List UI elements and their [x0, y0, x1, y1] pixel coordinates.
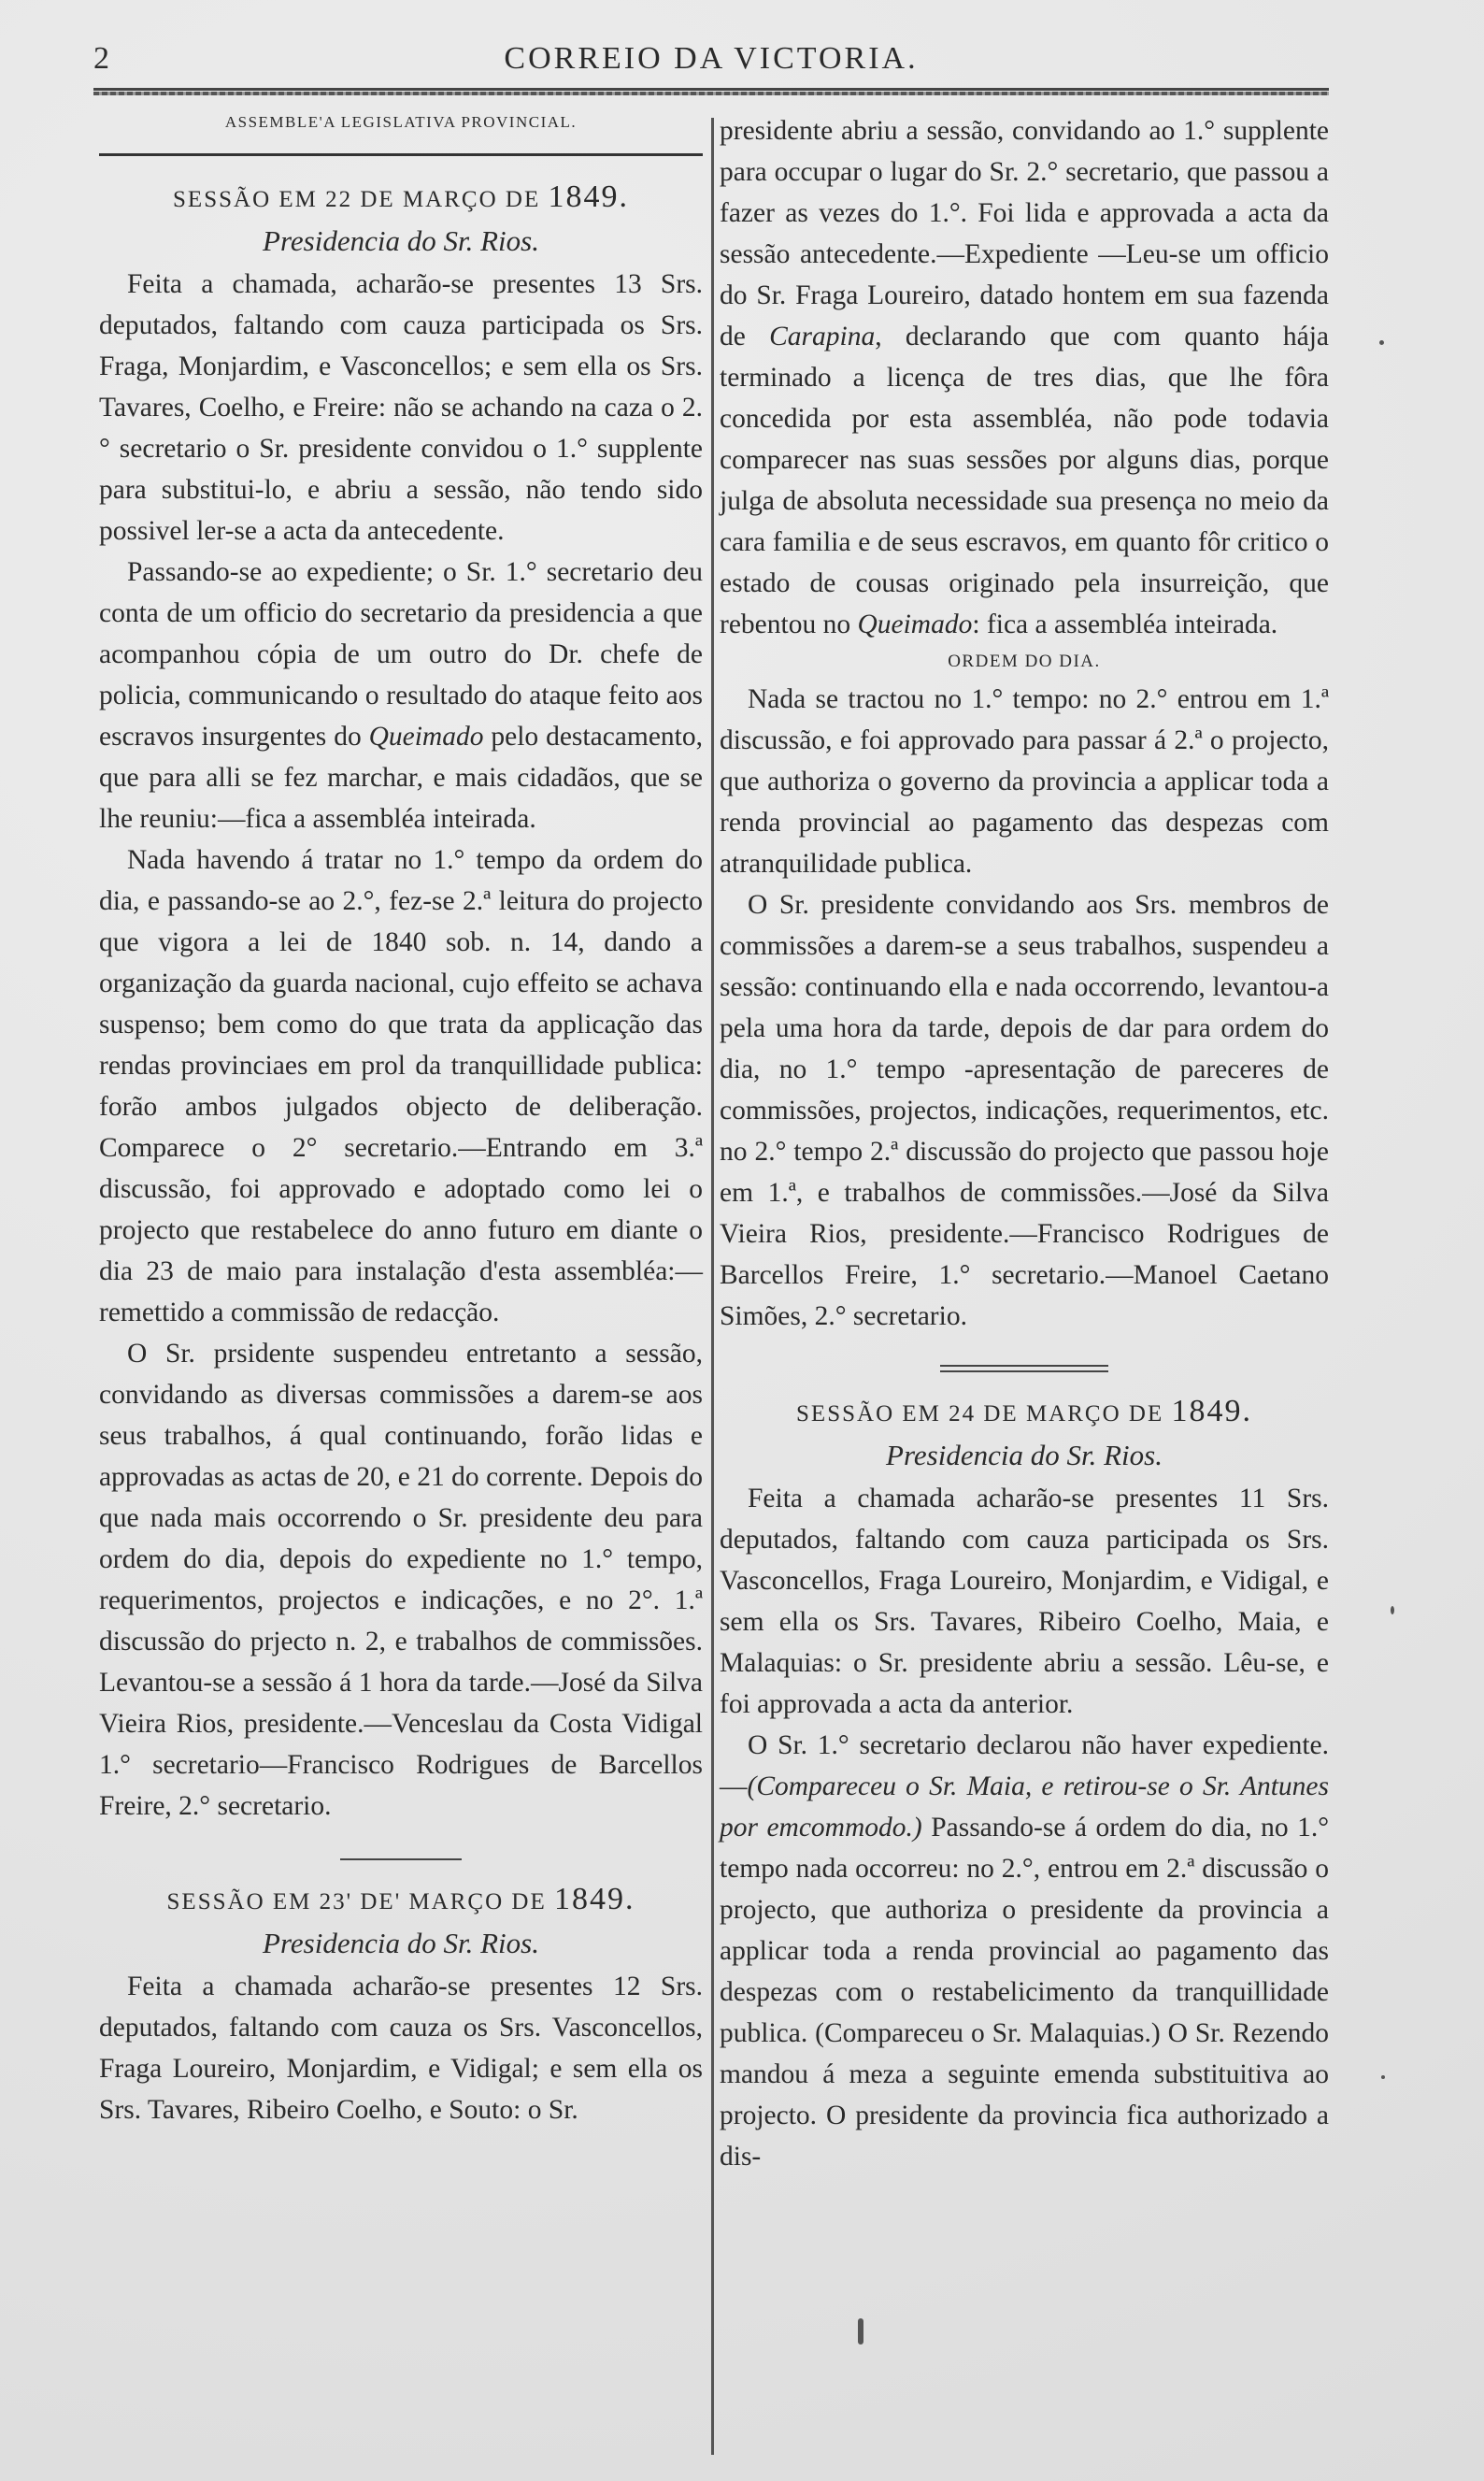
masthead	[93, 34, 1329, 99]
paragraph-text: pelo destacamento, que para alli se fez marchar, e mais cidadãos, que se lhe reuniu:—fica a assembléa inteirada.	[99, 722, 703, 834]
paper-speck	[1379, 340, 1384, 345]
session-title-text: SESSÃO EM 23' DE' MARÇO DE	[166, 1889, 547, 1915]
presidency-line: Presidencia do Sr. Rios.	[886, 1439, 1163, 1471]
session-title-24	[720, 1393, 1329, 1433]
paragraph	[99, 552, 703, 839]
place-name: Queimado	[857, 609, 973, 639]
section-rule	[99, 153, 703, 156]
left-column	[99, 110, 703, 2130]
session-year: 1849.	[548, 179, 629, 214]
section-label: ASSEMBLE'A LEGISLATIVA PROVINCIAL.	[224, 113, 578, 131]
newspaper-title: CORREIO DA VICTORIA.	[504, 41, 919, 76]
session-title-text: SESSÃO EM 22 DE MARÇO DE	[173, 187, 541, 212]
paragraph: O Sr. prsidente suspendeu entretanto a sessão, convidando as diversas commissões a darem-se aos seus trabalhos, á qual continuando, forão lidas e approvadas as actas de 20, e 21 do corrente. Depois do que nada mais occorrendo o Sr. presidente deu para ordem do dia, depois do expediente no 1.° tempo, requerimentos, projectos e indicações, e no 2°. 1.ª discussão do prjecto n. 2, e trabalhos de commissões. Levantou-se a sessão á 1 hora da tarde.—José da Silva Vieira Rios, presidente.—Venceslau da Costa Vidigal 1.° secretario—Francisco Rodrigues de Barcellos Freire, 2.° secretario.	[99, 1339, 703, 1821]
page-number: 2	[93, 41, 109, 76]
presidency-line: Presidencia do Sr. Rios.	[263, 224, 539, 257]
session-year: 1849.	[553, 1882, 635, 1916]
masthead-rule	[93, 88, 1329, 95]
paragraph: O Sr. presidente convidando aos Srs. membros de commissões a darem-se a seus trabalhos, suspendeu a sessão: continuando ella e nada occorrendo, levantou-a pela uma hora da tarde, depois de dar para ordem do dia, no 1.° tempo -apresentação de pareceres de commissões, projectos, indicações, requerimentos, etc. no 2.° tempo 2.ª discussão do projecto que passou hoje em 1.ª, e trabalhos de commissões.—José da Silva Vieira Rios, presidente.—Francisco Rodrigues de Barcellos Freire, 1.° secretario.—Manoel Caetano Simões, 2.° secretario.	[720, 890, 1329, 1331]
paragraph-text: : fica a assembléa inteirada.	[972, 609, 1278, 639]
paragraph	[720, 110, 1329, 645]
right-column	[720, 110, 1329, 2177]
paragraph: Feita a chamada acharão-se presentes 12 Srs. deputados, faltando com cauza os Srs. Vasconcellos, Fraga Loureiro, Monjardim, e Vidigal; e sem ella os Srs. Tavares, Ribeiro Coelho, e Souto: o Sr.	[99, 1972, 703, 2125]
presidency-line: Presidencia do Sr. Rios.	[263, 1927, 539, 1959]
paragraph-text: Passando-se á ordem do dia, no 1.° tempo nada occorreu: no 2.°, entrou em 2.ª discussão o projecto, que authoriza o presidente da provincia a applicar toda a renda provincial ao pagamento das despezas com o restabelicimento da tranquillidade publica. (Compareceu o Sr. Malaquias.) O Sr. Rezendo mandou á meza a seguinte emenda substituitiva ao projecto. O presidente da provincia fica authorizado a dis-	[720, 1813, 1329, 2172]
ordem-do-dia-heading: ORDEM DO DIA.	[948, 652, 1101, 671]
paragraph-text: Passando-se ao expediente; o Sr. 1.° secretario deu conta de um officio do secretario da presidencia a que acompanhou cópia de um outro do Dr. chefe de policia, communicando o resultado do ataque feito aos escravos insurgentes do	[99, 557, 703, 752]
place-name: Carapina	[769, 322, 876, 351]
paragraph	[720, 1725, 1329, 2177]
session-title-22	[99, 179, 703, 219]
separator-rule	[340, 1858, 462, 1860]
paper-speck	[858, 2318, 863, 2345]
session-year: 1849.	[1171, 1394, 1252, 1428]
paragraph-text: presidente abriu a sessão, convidando ao 1.° supplente para occupar o lugar do Sr. 2.° secretario, que passou a fazer as vezes do 1.°. Foi lida e approvada a acta da sessão antecedente.—Expediente —Leu-se um officio do Sr. Fraga Loureiro, datado hontem em sua fazenda de	[720, 116, 1329, 351]
paragraph: Feita a chamada, acharão-se presentes 13 Srs. deputados, faltando com cauza participada os Srs. Fraga, Monjardim, e Vasconcellos; e sem ella os Srs. Tavares, Coelho, e Freire: não se achando na caza o 2.° secretario o Sr. presidente convidou o 1.° supplente para substitui-lo, e abriu a sessão, não tendo sido possivel ler-se a acta da antecedente.	[99, 269, 703, 546]
paragraph-text: , declarando que com quanto hája terminado a licença de tres dias, que lhe fôra concedida por esta assembléa, não pode todavia comparecer nas suas sessões por alguns dias, porque julga de absoluta necessidade sua presença no meio da cara familia e de seus escravos, em quanto fôr critico o estado de cousas originado pela insurreição, que rebentou no	[720, 322, 1330, 639]
paragraph: Nada se tractou no 1.° tempo: no 2.° entrou em 1.ª discussão, e foi approvado para passar á 2.ª o projecto, que authoriza o governo da provincia a applicar toda a renda provincial ao pagamento das despezas com atranquilidade publica.	[720, 684, 1329, 879]
separator-double-rule	[940, 1365, 1108, 1372]
column-divider	[711, 118, 714, 2455]
paper-speck	[1391, 1606, 1394, 1614]
parenthetical-note: (Compareceu o Sr. Maia, e retirou-se o Sr. Antunes por emcommodo.)	[720, 1771, 1329, 1843]
session-title-23	[99, 1881, 703, 1921]
paragraph: Nada havendo á tratar no 1.° tempo da ordem do dia, e passando-se ao 2.°, fez-se 2.ª leitura do projecto que vigora a lei de 1840 sob. n. 14, dando a organização da guarda nacional, cujo effeito se achava suspenso; bem como do que trata da applicação das rendas provinciaes em prol da tranquillidade publica: forão ambos julgados objecto de deliberação. Comparece o 2° secretario.—Entrando em 3.ª discussão, foi approvado e adoptado como lei o projecto que restabelece do anno futuro em diante o dia 23 de maio para instalação d'esta assembléa:—remettido a commissão de redacção.	[99, 845, 703, 1327]
paragraph: Feita a chamada acharão-se presentes 11 Srs. deputados, faltando com cauza participada os Srs. Vasconcellos, Fraga Loureiro, Monjardim, e Vidigal, e sem ella os Srs. Tavares, Ribeiro Coelho, Maia, e Malaquias: o Sr. presidente abriu a sessão. Lêu-se, e foi approvada a acta da anterior.	[720, 1484, 1329, 1719]
session-title-text: SESSÃO EM 24 DE MARÇO DE	[796, 1401, 1164, 1427]
paragraph-text: O Sr. 1.° secretario declarou não haver expediente.—	[720, 1730, 1329, 1801]
paper-speck	[1381, 2075, 1385, 2079]
place-name: Queimado	[368, 722, 484, 752]
